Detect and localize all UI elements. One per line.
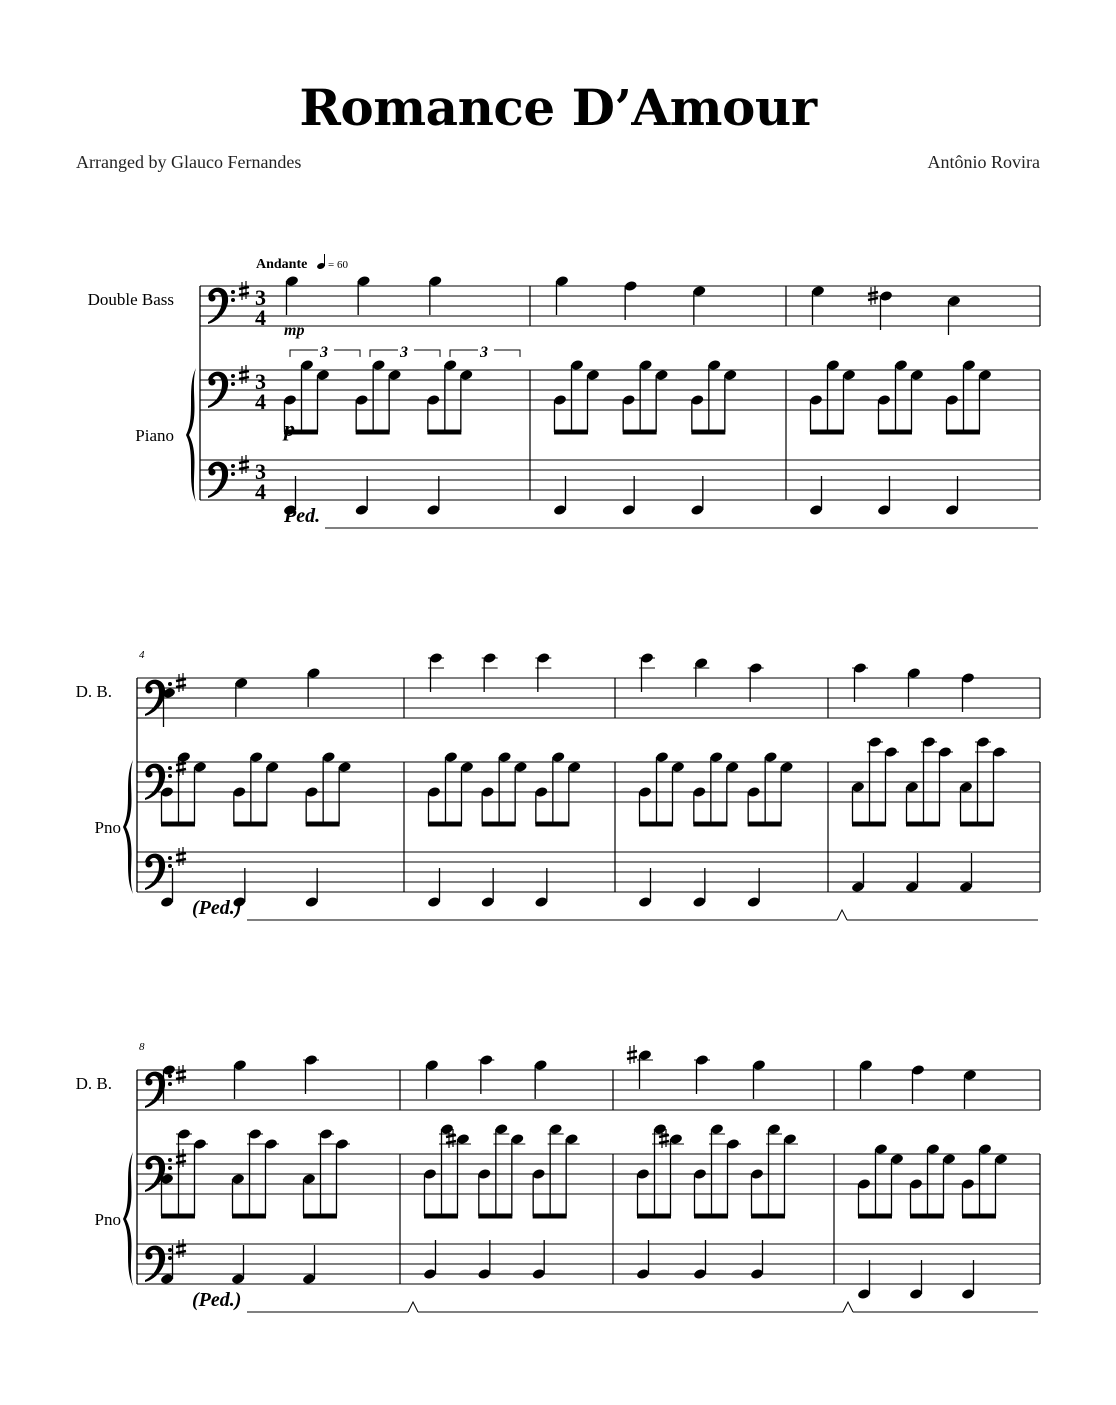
key-signature-sharp xyxy=(239,377,249,379)
time-signature-bottom: 4 xyxy=(255,389,266,414)
pedal-release xyxy=(843,1302,853,1312)
piano-rh-note-beam xyxy=(232,1214,266,1219)
bass-clef-dot xyxy=(146,1163,153,1170)
bass-clef-dot xyxy=(168,856,172,860)
bass-clef-dot xyxy=(168,1166,172,1170)
dynamic-p: p xyxy=(284,416,295,441)
bass-clef-dot xyxy=(209,295,216,302)
bass-clef-dot xyxy=(168,864,172,868)
key-signature-sharp xyxy=(239,467,249,469)
bass-clef-dot xyxy=(146,861,153,868)
composer-credit: Antônio Rovira xyxy=(927,152,1040,172)
piano-rh-note-beam xyxy=(428,822,462,827)
piano-rh-note-beam xyxy=(637,1214,671,1219)
dynamic-mp: mp xyxy=(284,322,305,339)
piano-brace xyxy=(123,760,133,894)
bass-note-sharp xyxy=(868,298,878,300)
time-signature-bottom: 4 xyxy=(255,305,266,330)
pedal-marking: (Ped.) xyxy=(192,1289,242,1311)
score-title: Romance D’Amour xyxy=(299,78,817,137)
bass-clef-dot xyxy=(231,472,235,476)
tempo-bpm: = 60 xyxy=(328,259,348,271)
key-signature-sharp xyxy=(239,293,249,295)
key-signature-sharp xyxy=(176,1245,186,1247)
key-signature-sharp xyxy=(239,371,249,373)
piano-rh-note-beam xyxy=(303,1214,337,1219)
piano-rh-note-beam xyxy=(161,822,195,827)
piano-rh-note-beam xyxy=(691,430,725,435)
piano-rh-note-beam xyxy=(946,430,980,435)
tuplet-bracket xyxy=(290,350,318,357)
key-signature-sharp xyxy=(176,1251,186,1253)
piano-rh-note-beam xyxy=(554,430,588,435)
bass-clef-dot xyxy=(231,374,235,378)
piano-rh-note-beam xyxy=(533,1214,567,1219)
piano-rh-note-beam xyxy=(910,1214,944,1219)
bass-clef-dot xyxy=(231,298,235,302)
key-signature-sharp xyxy=(176,1071,186,1073)
piano-rh-note-beam xyxy=(427,430,461,435)
piano-rh-note-beam xyxy=(478,1214,512,1219)
tuplet-number: 3 xyxy=(320,344,328,361)
piano-rh-note-beam xyxy=(878,430,912,435)
bass-clef-dot xyxy=(146,771,153,778)
piano-rh-note-beam xyxy=(751,1214,785,1219)
instrument-label-piano: Pno xyxy=(94,1210,121,1229)
time-signature-top: 3 xyxy=(255,285,266,310)
key-signature-sharp xyxy=(176,679,186,681)
time-signature-top: 3 xyxy=(255,369,266,394)
instrument-label-bass: D. B. xyxy=(75,1074,112,1093)
tuplet-bracket xyxy=(370,350,398,357)
measure-number: 4 xyxy=(139,649,145,661)
bass-clef-dot xyxy=(168,1248,172,1252)
bass-clef-dot xyxy=(231,382,235,386)
bass-clef-dot xyxy=(168,1074,172,1078)
piano-rh-note-beam xyxy=(810,430,844,435)
instrument-label-bass: D. B. xyxy=(75,682,112,701)
bass-clef-dot xyxy=(146,1079,153,1086)
piano-rh-note-beam xyxy=(962,1214,996,1219)
piano-rh-note-beam xyxy=(852,822,886,827)
pedal-marking: (Ped.) xyxy=(192,897,242,919)
bass-clef-dot xyxy=(168,766,172,770)
piano-rh-note-beam xyxy=(306,822,340,827)
bass-clef-dot xyxy=(168,1256,172,1260)
key-signature-sharp xyxy=(239,287,249,289)
piano-rh-note-beam xyxy=(748,822,782,827)
piano-rh-note-beam xyxy=(694,1214,728,1219)
bass-clef-dot xyxy=(168,682,172,686)
bass-clef-dot xyxy=(231,290,235,294)
instrument-label-piano: Pno xyxy=(94,818,121,837)
piano-rh-note-beam xyxy=(693,822,727,827)
key-signature-sharp xyxy=(176,1077,186,1079)
piano-rh-note-beam xyxy=(906,822,940,827)
piano-rh-note-beam xyxy=(161,1214,195,1219)
pedal-release xyxy=(408,1302,418,1312)
piano-rh-note-beam xyxy=(960,822,994,827)
arranger-credit: Arranged by Glauco Fernandes xyxy=(76,152,302,172)
piano-rh-note-beam xyxy=(535,822,569,827)
measure-number: 8 xyxy=(139,1041,145,1053)
bass-note-sharp xyxy=(627,1051,637,1053)
piano-rh-note-sharp xyxy=(446,1141,456,1143)
tuplet-bracket xyxy=(414,350,440,357)
piano-rh-note-beam xyxy=(858,1214,892,1219)
piano-rh-note-beam xyxy=(639,822,673,827)
bass-clef-dot xyxy=(168,1082,172,1086)
key-signature-sharp xyxy=(176,685,186,687)
piano-rh-note-sharp xyxy=(446,1135,456,1137)
key-signature-sharp xyxy=(176,859,186,861)
tuplet-bracket xyxy=(334,350,360,357)
pedal-release xyxy=(837,910,847,920)
key-signature-sharp xyxy=(239,461,249,463)
bass-clef-dot xyxy=(146,1253,153,1260)
bass-clef-dot xyxy=(168,1158,172,1162)
piano-rh-note-beam xyxy=(356,430,390,435)
bass-note-sharp xyxy=(868,292,878,294)
piano-rh-note-beam xyxy=(623,430,657,435)
piano-rh-note-beam xyxy=(482,822,516,827)
bass-clef-dot xyxy=(168,774,172,778)
instrument-label-bass: Double Bass xyxy=(87,290,174,309)
bass-clef-dot xyxy=(231,464,235,468)
piano-rh-note-beam xyxy=(233,822,267,827)
tuplet-number: 3 xyxy=(400,344,408,361)
tuplet-number: 3 xyxy=(480,344,488,361)
time-signature-bottom: 4 xyxy=(255,479,266,504)
pedal-marking: Ped. xyxy=(284,505,321,527)
bass-note-sharp xyxy=(627,1057,637,1059)
piano-rh-note-beam xyxy=(424,1214,458,1219)
instrument-label-piano: Piano xyxy=(135,426,174,445)
key-signature-sharp xyxy=(176,769,186,771)
piano-rh-note-sharp xyxy=(659,1141,669,1143)
key-signature-sharp xyxy=(176,853,186,855)
key-signature-sharp xyxy=(176,1161,186,1163)
key-signature-sharp xyxy=(176,763,186,765)
piano-brace xyxy=(186,368,196,502)
bass-clef-dot xyxy=(209,469,216,476)
tuplet-bracket xyxy=(450,350,478,357)
tuplet-bracket xyxy=(494,350,520,357)
piano-rh-note-sharp xyxy=(659,1135,669,1137)
key-signature-sharp xyxy=(176,1155,186,1157)
time-signature-top: 3 xyxy=(255,459,266,484)
bass-clef-dot xyxy=(209,379,216,386)
tempo-label: Andante xyxy=(256,257,308,272)
bass-clef-dot xyxy=(146,687,153,694)
piano-brace xyxy=(123,1152,133,1286)
